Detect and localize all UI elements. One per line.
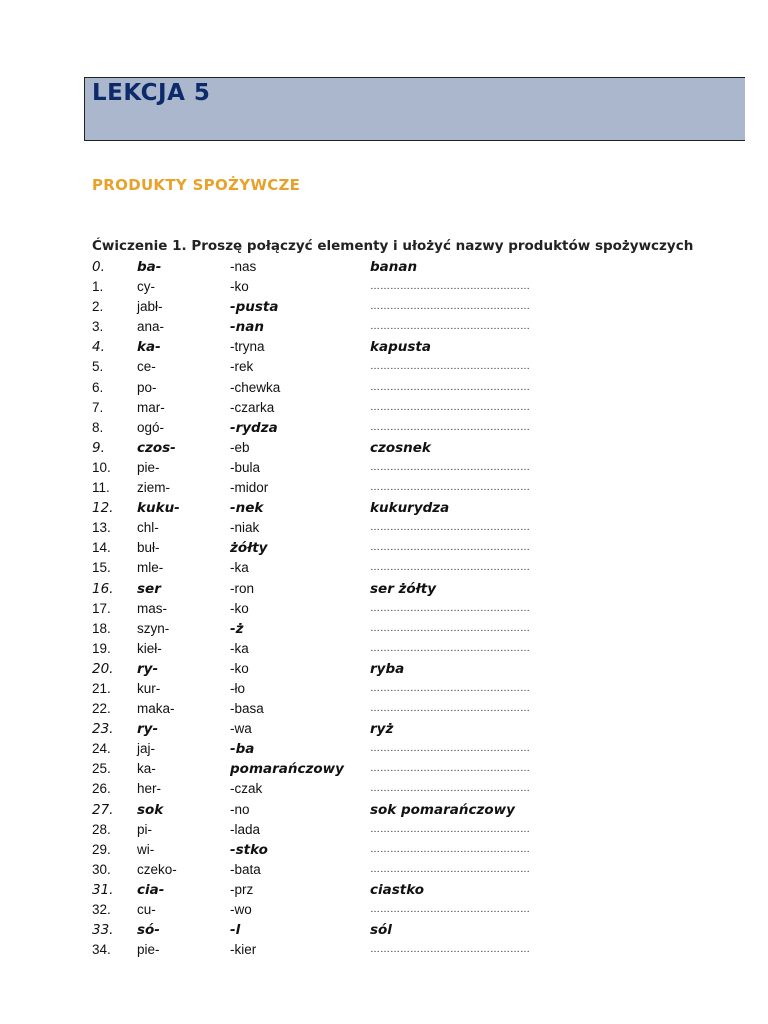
- syllable-start: buł-: [137, 540, 160, 556]
- exercise-row: [0, 659, 768, 679]
- row-number: 8.: [92, 419, 104, 435]
- example-answer: czosnek: [370, 439, 431, 456]
- answer-blank[interactable]: …………………………………………: [370, 703, 530, 715]
- answer-blank[interactable]: …………………………………………: [370, 421, 530, 433]
- row-number: 5.: [92, 359, 104, 375]
- example-answer: banan: [370, 259, 418, 275]
- syllable-start: kur-: [137, 680, 161, 696]
- example-answer: kapusta: [370, 339, 431, 356]
- syllable-end: -rydza: [230, 419, 278, 436]
- exercise-row: [0, 498, 768, 518]
- row-number: 26.: [92, 781, 111, 797]
- syllable-end: -ron: [230, 580, 255, 596]
- row-number: 9.: [92, 439, 105, 456]
- syllable-start: pi-: [137, 821, 153, 837]
- syllable-end: -ko: [230, 279, 249, 295]
- syllable-end: -ko: [230, 600, 249, 616]
- answer-blank[interactable]: …………………………………………: [370, 843, 530, 855]
- exercise-row: [0, 317, 768, 337]
- syllable-end: -czak: [230, 781, 263, 797]
- row-number: 30.: [92, 861, 111, 877]
- syllable-end: -bata: [230, 861, 261, 877]
- syllable-end: -basa: [230, 701, 264, 717]
- example-answer: ciastko: [370, 881, 424, 898]
- syllable-end: -nan: [230, 319, 264, 336]
- syllable-start: mar-: [137, 399, 165, 415]
- syllable-end: -niak: [230, 520, 260, 536]
- example-answer: kukurydza: [370, 500, 450, 517]
- answer-blank[interactable]: …………………………………………: [370, 783, 530, 795]
- row-number: 13.: [92, 520, 111, 536]
- syllable-start: jabł-: [137, 299, 163, 315]
- exercise-row: [0, 920, 768, 940]
- answer-blank[interactable]: …………………………………………: [370, 622, 530, 634]
- syllable-start: ba-: [137, 259, 162, 275]
- exercise-row: [0, 337, 768, 357]
- row-number: 14.: [92, 540, 111, 556]
- answer-blank[interactable]: …………………………………………: [370, 461, 530, 473]
- row-number: 12.: [92, 500, 114, 517]
- row-number: 21.: [92, 680, 111, 696]
- answer-blank[interactable]: …………………………………………: [370, 904, 530, 915]
- exercise-row: [0, 800, 768, 820]
- row-number: 15.: [92, 560, 111, 576]
- syllable-end: -prz: [230, 881, 254, 897]
- row-number: 31.: [92, 881, 114, 898]
- exercise-row: [0, 719, 768, 739]
- row-number: 2.: [92, 299, 104, 315]
- syllable-end: -nas: [230, 259, 257, 274]
- syllable-start: pie-: [137, 459, 160, 475]
- syllable-end: -rek: [230, 359, 254, 375]
- syllable-start: szyn-: [137, 620, 170, 636]
- exercise-row: [0, 820, 768, 840]
- exercise-row: [0, 257, 768, 277]
- syllable-end: -ka: [230, 560, 249, 576]
- answer-blank[interactable]: …………………………………………: [370, 602, 530, 614]
- syllable-end: pomarańczowy: [230, 761, 344, 778]
- exercise-row: [0, 478, 768, 498]
- syllable-start: ana-: [137, 319, 165, 335]
- row-number: 7.: [92, 399, 104, 415]
- exercise-row: [0, 458, 768, 478]
- syllable-start: ka-: [137, 339, 161, 356]
- syllable-start: ce-: [137, 359, 156, 375]
- syllable-end: -chewka: [230, 379, 281, 395]
- exercise-row: [0, 558, 768, 578]
- syllable-start: her-: [137, 781, 162, 797]
- syllable-start: só-: [137, 922, 160, 939]
- row-number: 19.: [92, 640, 111, 656]
- exercise-row: [0, 277, 768, 297]
- row-number: 3.: [92, 319, 104, 335]
- row-number: 20.: [92, 660, 114, 677]
- row-number: 1.: [92, 279, 104, 295]
- syllable-end: -no: [230, 801, 250, 817]
- exercise-row: [0, 840, 768, 860]
- exercise-row: [0, 599, 768, 619]
- exercise-row: [0, 900, 768, 920]
- syllable-end: -pusta: [230, 299, 279, 316]
- row-number: 4.: [92, 339, 105, 356]
- syllable-start: kuku-: [137, 500, 180, 517]
- syllable-start: wi-: [137, 841, 155, 857]
- syllable-start: cia-: [137, 881, 165, 898]
- row-number: 0.: [92, 259, 105, 275]
- syllable-start: sok: [137, 801, 164, 818]
- exercise-row: [0, 518, 768, 538]
- exercise-row: [0, 759, 768, 779]
- exercise-row: [0, 297, 768, 317]
- syllable-start: mas-: [137, 600, 167, 616]
- example-answer: ryba: [370, 660, 405, 677]
- syllable-end: -czarka: [230, 399, 275, 415]
- exercise-row: [0, 880, 768, 900]
- syllable-start: chl-: [137, 520, 159, 536]
- example-answer: sok pomarańczowy: [370, 801, 515, 818]
- answer-blank[interactable]: …………………………………………: [370, 682, 530, 694]
- syllable-start: cu-: [137, 902, 156, 917]
- row-number: 28.: [92, 821, 111, 837]
- row-number: 11.: [92, 480, 110, 496]
- syllable-end: -ko: [230, 660, 249, 676]
- exercise-row: [0, 860, 768, 880]
- exercise-row: [0, 940, 768, 960]
- answer-blank[interactable]: …………………………………………: [370, 301, 530, 313]
- exercise-row: [0, 418, 768, 438]
- syllable-end: -ba: [230, 741, 255, 758]
- answer-blank[interactable]: …………………………………………: [370, 763, 530, 775]
- answer-blank[interactable]: …………………………………………: [370, 361, 530, 373]
- exercise-row: [0, 579, 768, 599]
- row-number: 16.: [92, 580, 114, 597]
- exercise-row: [0, 679, 768, 699]
- syllable-end: żółty: [230, 540, 268, 557]
- answer-blank[interactable]: …………………………………………: [370, 944, 530, 956]
- syllable-end: -lada: [230, 821, 261, 837]
- syllable-end: -ż: [230, 620, 244, 637]
- syllable-end: -tryna: [230, 339, 265, 355]
- answer-blank[interactable]: …………………………………………: [370, 823, 530, 835]
- exercise-row: [0, 779, 768, 799]
- exercise-title: Ćwiczenie 1. Proszę połączyć elementy i ułożyć nazwy produktów spożywczych: [92, 238, 694, 254]
- syllable-start: kieł-: [137, 640, 162, 656]
- syllable-end: -eb: [230, 439, 250, 455]
- syllable-end: -l: [230, 922, 241, 939]
- syllable-start: ry-: [137, 721, 159, 738]
- exercise-row: [0, 739, 768, 759]
- exercise-row: [0, 357, 768, 377]
- answer-blank[interactable]: …………………………………………: [370, 522, 530, 534]
- syllable-start: pie-: [137, 942, 160, 958]
- row-number: 32.: [92, 902, 111, 917]
- syllable-start: ogó-: [137, 419, 165, 435]
- exercise-list: [0, 257, 768, 960]
- syllable-start: ziem-: [137, 480, 170, 496]
- exercise-row: [0, 438, 768, 458]
- row-number: 17.: [92, 600, 111, 616]
- answer-blank[interactable]: …………………………………………: [370, 863, 530, 875]
- row-number: 29.: [92, 841, 111, 857]
- row-number: 33.: [92, 922, 114, 939]
- syllable-end: -bula: [230, 459, 261, 475]
- row-number: 25.: [92, 761, 111, 777]
- exercise-row: [0, 619, 768, 639]
- syllable-end: -kier: [230, 942, 257, 958]
- answer-blank[interactable]: …………………………………………: [370, 281, 530, 293]
- syllable-end: -wo: [230, 902, 252, 917]
- syllable-start: maka-: [137, 701, 175, 717]
- exercise-row: [0, 398, 768, 418]
- answer-blank[interactable]: …………………………………………: [370, 562, 530, 574]
- syllable-start: cy-: [137, 279, 155, 295]
- exercise-row: [0, 699, 768, 719]
- syllable-start: czos-: [137, 439, 176, 456]
- answer-blank[interactable]: …………………………………………: [370, 642, 530, 654]
- answer-blank[interactable]: …………………………………………: [370, 321, 530, 333]
- syllable-start: ka-: [137, 761, 156, 777]
- exercise-row: [0, 639, 768, 659]
- exercise-row: [0, 378, 768, 398]
- row-number: 27.: [92, 801, 114, 818]
- row-number: 22.: [92, 701, 111, 717]
- answer-blank[interactable]: …………………………………………: [370, 381, 530, 393]
- row-number: 18.: [92, 620, 111, 636]
- syllable-start: ser: [137, 580, 161, 597]
- syllable-end: -wa: [230, 721, 252, 737]
- example-answer: ryż: [370, 721, 394, 738]
- row-number: 10.: [92, 459, 111, 475]
- syllable-start: czeko-: [137, 861, 177, 877]
- row-number: 24.: [92, 741, 111, 757]
- example-answer: sól: [370, 922, 392, 939]
- syllable-end: -stko: [230, 841, 268, 858]
- exercise-row: [0, 538, 768, 558]
- syllable-end: -ło: [230, 680, 246, 696]
- row-number: 23.: [92, 721, 114, 738]
- syllable-start: jaj-: [137, 741, 156, 757]
- example-answer: ser żółty: [370, 580, 436, 597]
- syllable-end: -midor: [230, 480, 269, 496]
- answer-blank[interactable]: …………………………………………: [370, 743, 530, 755]
- lesson-title: LEKCJA 5: [92, 80, 211, 106]
- section-title: PRODUKTY SPOŻYWCZE: [92, 176, 301, 194]
- answer-blank[interactable]: …………………………………………: [370, 542, 530, 554]
- syllable-start: po-: [137, 379, 157, 395]
- syllable-end: -nek: [230, 500, 264, 517]
- row-number: 6.: [92, 379, 104, 395]
- row-number: 34.: [92, 942, 111, 958]
- answer-blank[interactable]: …………………………………………: [370, 482, 530, 494]
- lesson-banner: [84, 77, 745, 141]
- syllable-end: -ka: [230, 640, 249, 656]
- answer-blank[interactable]: …………………………………………: [370, 401, 530, 413]
- syllable-start: mle-: [137, 560, 164, 576]
- syllable-start: ry-: [137, 660, 159, 677]
